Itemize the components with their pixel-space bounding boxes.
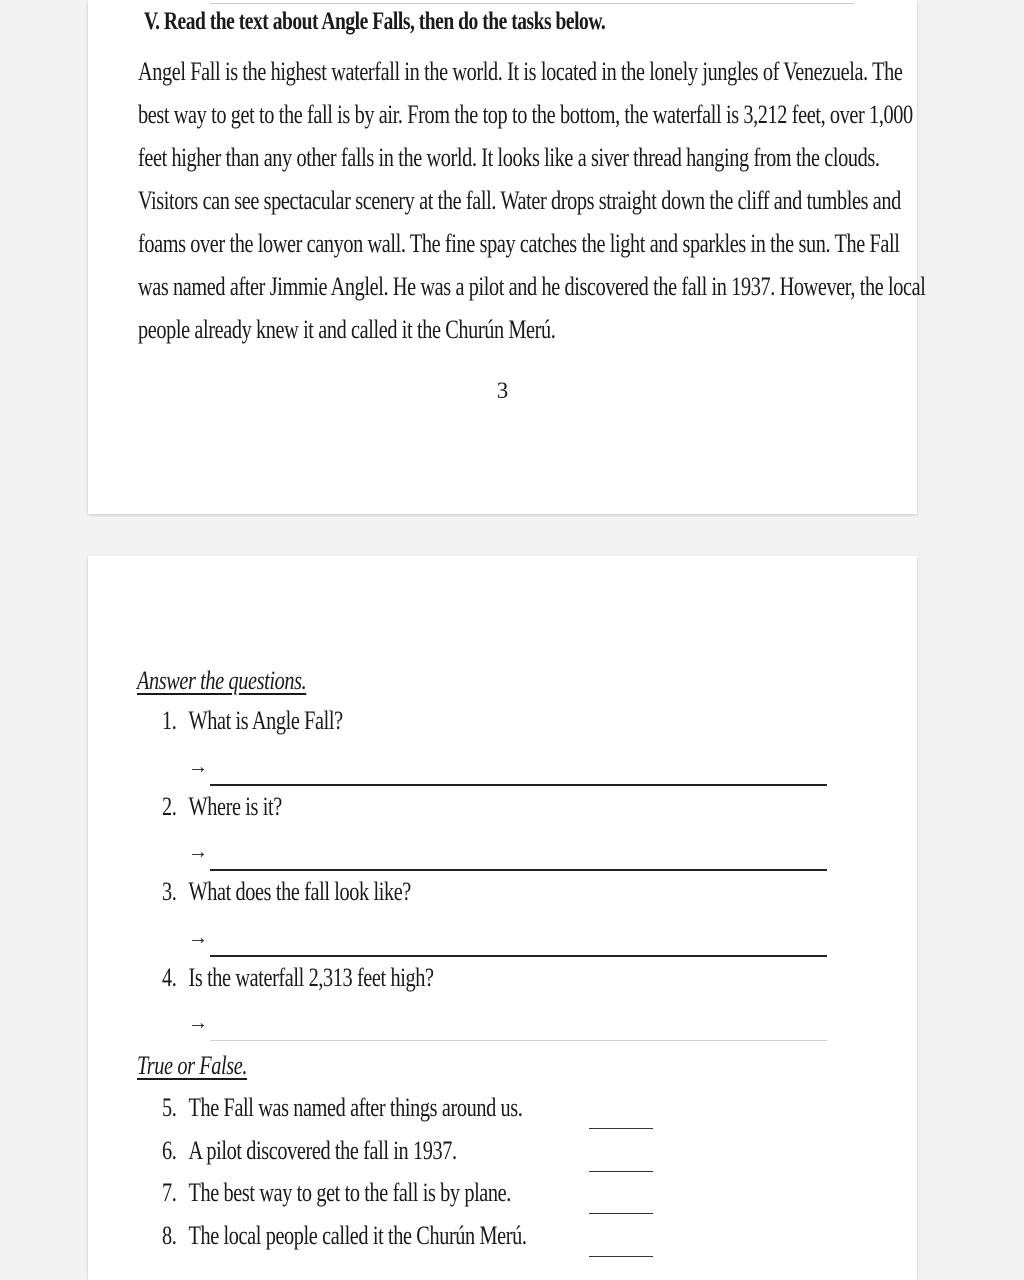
question-item	[162, 792, 282, 822]
answer-arrow-icon: →	[188, 927, 208, 949]
question-text: Is the waterfall 2,313 feet high?	[188, 963, 434, 992]
passage-line: people already knew it and called it the Churún Merú.	[138, 315, 556, 344]
tf-statement: The local people called it the Churún Merú.	[188, 1221, 527, 1250]
passage-line: Angel Fall is the highest waterfall in the world. It is located in the lonely jungles of Venezuela. The	[138, 57, 903, 86]
tf-answer-blank[interactable]	[589, 1128, 653, 1129]
tf-item	[162, 1136, 457, 1166]
section-title: V. Read the text about Angle Falls, then do the tasks below.	[144, 8, 606, 35]
passage-line: best way to get to the fall is by air. From the top to the bottom, the waterfall is 3,212 feet, over 1,000	[138, 100, 913, 129]
answer-arrow-icon: →	[188, 1012, 208, 1034]
page-top-rule	[210, 3, 854, 4]
tf-answer-blank[interactable]	[589, 1256, 653, 1257]
page-number: 3	[496, 378, 509, 403]
passage-line: Visitors can see spectacular scenery at the fall. Water drops straight down the cliff and tumbles and	[138, 186, 901, 215]
question-text: What does the fall look like?	[188, 877, 411, 906]
answer-arrow-icon: →	[188, 756, 208, 778]
question-item	[162, 963, 434, 993]
answer-line[interactable]	[210, 784, 827, 786]
passage-line: foams over the lower canyon wall. The fine spay catches the light and sparkles in the sun. The Fall	[138, 229, 900, 258]
question-number: 1.	[162, 706, 177, 735]
tf-statement: The best way to get to the fall is by plane.	[188, 1178, 511, 1207]
tf-statement: A pilot discovered the fall in 1937.	[188, 1136, 457, 1165]
tf-number: 5.	[162, 1093, 177, 1122]
passage-line: feet higher than any other falls in the world. It looks like a siver thread hanging from the clouds.	[138, 143, 880, 172]
question-item	[162, 706, 343, 736]
question-number: 3.	[162, 877, 177, 906]
reading-passage	[138, 50, 926, 351]
tf-number: 8.	[162, 1221, 177, 1250]
questions-heading: Answer the questions.	[137, 666, 307, 695]
answer-line[interactable]	[210, 1040, 827, 1041]
tf-number: 7.	[162, 1178, 177, 1207]
question-text: What is Angle Fall?	[188, 706, 343, 735]
tf-answer-blank[interactable]	[589, 1171, 653, 1172]
question-number: 4.	[162, 963, 177, 992]
tf-statement: The Fall was named after things around us.	[188, 1093, 523, 1122]
passage-line: was named after Jimmie Anglel. He was a pilot and he discovered the fall in 1937. However, the local	[138, 272, 926, 301]
question-number: 2.	[162, 792, 177, 821]
answer-arrow-icon: →	[188, 841, 208, 863]
question-item	[162, 877, 411, 907]
document-page-2	[88, 556, 917, 1280]
tf-item	[162, 1221, 527, 1251]
tf-number: 6.	[162, 1136, 177, 1165]
true-false-heading: True or False.	[137, 1051, 248, 1080]
answer-line[interactable]	[210, 955, 827, 957]
document-page-1	[88, 0, 926, 514]
answer-line[interactable]	[210, 869, 827, 871]
tf-item	[162, 1093, 522, 1123]
tf-answer-blank[interactable]	[589, 1213, 653, 1214]
question-text: Where is it?	[188, 792, 282, 821]
tf-item	[162, 1178, 511, 1208]
